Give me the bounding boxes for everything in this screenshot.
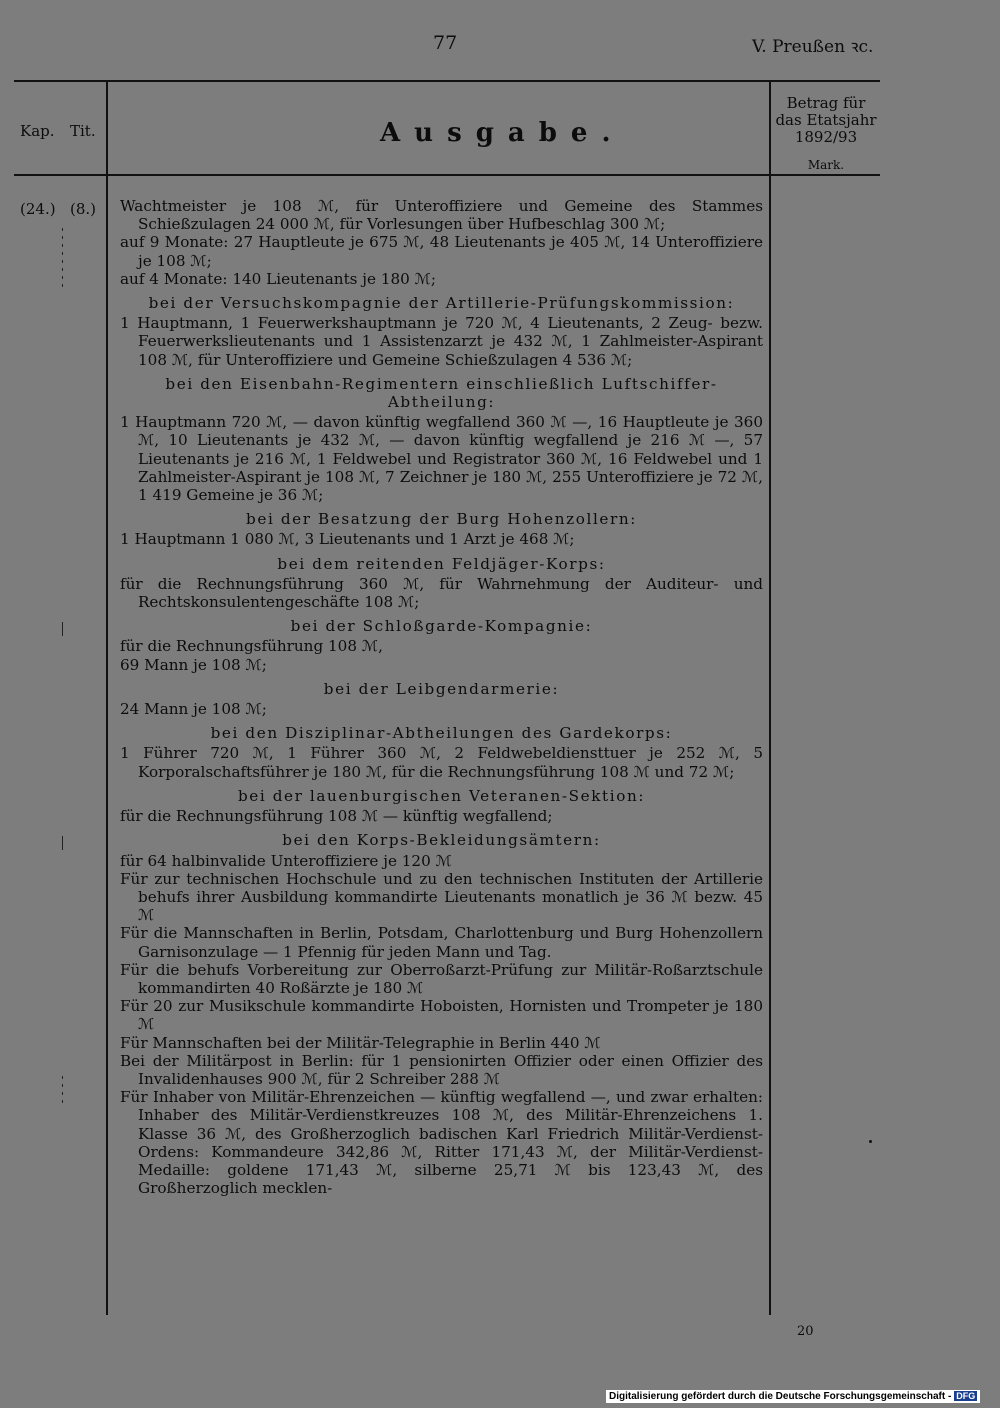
section-heading: bei der Leibgendarmerie: bbox=[323, 679, 560, 698]
top-rule bbox=[14, 80, 880, 82]
section-heading: bei den Eisenbahn-Regimentern einschließlich Luftschiffer-Abtheilung: bbox=[165, 374, 718, 412]
paragraph: Bei der Militärpost in Berlin: für 1 pensionirten Offizier oder einen Offizier des Invalidenhauses 900 ℳ, für 2 Schreiber 288 ℳ bbox=[120, 1051, 763, 1088]
margin-dot bbox=[869, 1140, 872, 1143]
paragraph: 1 Führer 720 ℳ, 1 Führer 360 ℳ, 2 Feldwebeldiensttuer je 252 ℳ, 5 Korporalschaftsführer je 180 ℳ, für die Rechnungsführung 108 ℳ und 72 ℳ; bbox=[120, 744, 763, 781]
ausgabe-heading: Ausgabe. bbox=[380, 118, 625, 148]
paragraph: für 64 halbinvalide Unteroffiziere je 120 ℳ bbox=[120, 851, 452, 870]
footer-text: Digitalisierung gefördert durch die Deutsche Forschungsgemeinschaft - bbox=[609, 1391, 952, 1402]
paragraph: auf 4 Monate: 140 Lieutenants je 180 ℳ; bbox=[120, 269, 437, 288]
mark-unit-label: Mark. bbox=[807, 158, 845, 172]
paragraph: 1 Hauptmann, 1 Feuerwerkshauptmann je 720 ℳ, 4 Lieutenants, 2 Zeug- bezw. Feuerwerkslieutenants und 1 Assistenzarzt je 432 ℳ, 1 Zahlmeister-Aspirant 108 ℳ, für Unteroffiziere und Gemeine Schießzulagen 4 536 ℳ; bbox=[120, 314, 763, 369]
section-heading: bei der Versuchskompagnie der Artillerie-Prüfungskommission: bbox=[148, 294, 735, 313]
paragraph: Für die Mannschaften in Berlin, Potsdam, Charlottenburg und Burg Hohenzollern Garnisonzulage — 1 Pfennig für jeden Mann und Tag. bbox=[120, 924, 763, 961]
paragraph: 1 Hauptmann 1 080 ℳ, 3 Lieutenants und 1 Arzt je 468 ℳ; bbox=[120, 530, 575, 549]
paragraph: für die Rechnungsführung 108 ℳ — künftig wegfallend; bbox=[120, 807, 553, 826]
header-bottom-rule bbox=[14, 174, 880, 176]
margin-tick bbox=[62, 836, 63, 850]
paragraph: auf 9 Monate: 27 Hauptleute je 675 ℳ, 48 Lieutenants je 405 ℳ, 14 Unteroffiziere je 108 ℳ; bbox=[120, 233, 763, 270]
tit-header: Tit. bbox=[70, 122, 96, 140]
section-heading: bei dem reitenden Feldjäger-Korps: bbox=[277, 554, 606, 573]
paragraph: für die Rechnungsführung 360 ℳ, für Wahrnehmung der Auditeur- und Rechtskonsulentengeschäfte 108 ℳ; bbox=[120, 574, 763, 612]
paragraph: Wachtmeister je 108 ℳ, für Unteroffiziere und Gemeine des Stammes Schießzulagen 24 000 ℳ, für Vorlesungen über Hufbeschlag 300 ℳ; bbox=[120, 197, 763, 234]
running-head: V. Preußen ꝛc. bbox=[752, 37, 874, 57]
kap-header: Kap. bbox=[20, 122, 55, 140]
paragraph: 69 Mann je 108 ℳ; bbox=[120, 655, 267, 674]
paragraph: Für Mannschaften bei der Militär-Telegraphie in Berlin 440 ℳ bbox=[120, 1033, 601, 1052]
section-heading: bei den Korps-Bekleidungsämtern: bbox=[282, 831, 601, 850]
paragraph: Für die behufs Vorbereitung zur Oberroßarzt-Prüfung zur Militär-Roßarztschule kommandirten 40 Roßärzte je 180 ℳ bbox=[120, 960, 763, 997]
paragraph: Für 20 zur Musikschule kommandirte Hoboisten, Hornisten und Trompeter je 180 ℳ bbox=[120, 997, 763, 1034]
paragraph: 24 Mann je 108 ℳ; bbox=[120, 700, 267, 719]
section-heading: bei der Schloßgarde-Kompagnie: bbox=[290, 617, 593, 636]
page-number: 77 bbox=[433, 32, 458, 54]
digitization-footer bbox=[606, 1390, 980, 1403]
section-heading: bei der lauenburgischen Veteranen-Sektion: bbox=[237, 786, 646, 805]
dfg-logo: DFG bbox=[956, 1391, 976, 1401]
paragraph: für die Rechnungsführung 108 ℳ, bbox=[120, 637, 383, 656]
section-heading: bei der Besatzung der Burg Hohenzollern: bbox=[246, 510, 637, 529]
margin-tick bbox=[62, 622, 63, 636]
margin-tick bbox=[62, 228, 63, 288]
margin-tick bbox=[62, 1076, 63, 1106]
paragraph: 1 Hauptmann 720 ℳ, — davon künftig wegfallend 360 ℳ —, 16 Hauptleute je 360 ℳ, 10 Lieutenants je 432 ℳ, — davon künftig wegfallend je 216 ℳ —, 57 Lieutenants je 216 ℳ, 1 Feldwebel und Registrator 360 ℳ, 16 Feldwebel und 1 Zahlmeister-Aspirant je 108 ℳ, 7 Zeichner je 180 ℳ, 255 Unteroffiziere je 72 ℳ, 1 419 Gemeine je 36 ℳ; bbox=[120, 413, 763, 505]
left-column-rule bbox=[106, 80, 108, 1315]
ausgabe-text bbox=[120, 197, 763, 1197]
kap-reference: (24.) bbox=[20, 200, 56, 218]
section-heading: bei den Disziplinar-Abtheilungen des Gardekorps: bbox=[210, 724, 673, 743]
paragraph: Für zur technischen Hochschule und zu den technischen Instituten der Artillerie behufs ihrer Ausbildung kommandirte Lieutenants monatlich je 36 ℳ bezw. 45 ℳ bbox=[120, 869, 763, 925]
betrag-header: Betrag für das Etatsjahr 1892/93 bbox=[775, 94, 877, 146]
sheet-signature: 20 bbox=[797, 1324, 814, 1339]
amount-column-rule bbox=[769, 80, 771, 1315]
paragraph: Für Inhaber von Militär-Ehrenzeichen — künftig wegfallend —, und zwar erhalten: Inhaber des Militär-Verdienstkreuzes 108 ℳ, des Militär-Ehrenzeichens 1. Klasse 36 ℳ, des Großherzoglich badischen Karl Friedrich Militär-Verdienst-Ordens: Kommandeure 342,86 ℳ, Ritter 171,43 ℳ, der Militär-Verdienst-Medaille: goldene 171,43 ℳ, silberne 25,71 ℳ bis 123,43 ℳ, des Großherzoglich mecklen- bbox=[120, 1088, 763, 1198]
tit-reference: (8.) bbox=[70, 200, 97, 218]
